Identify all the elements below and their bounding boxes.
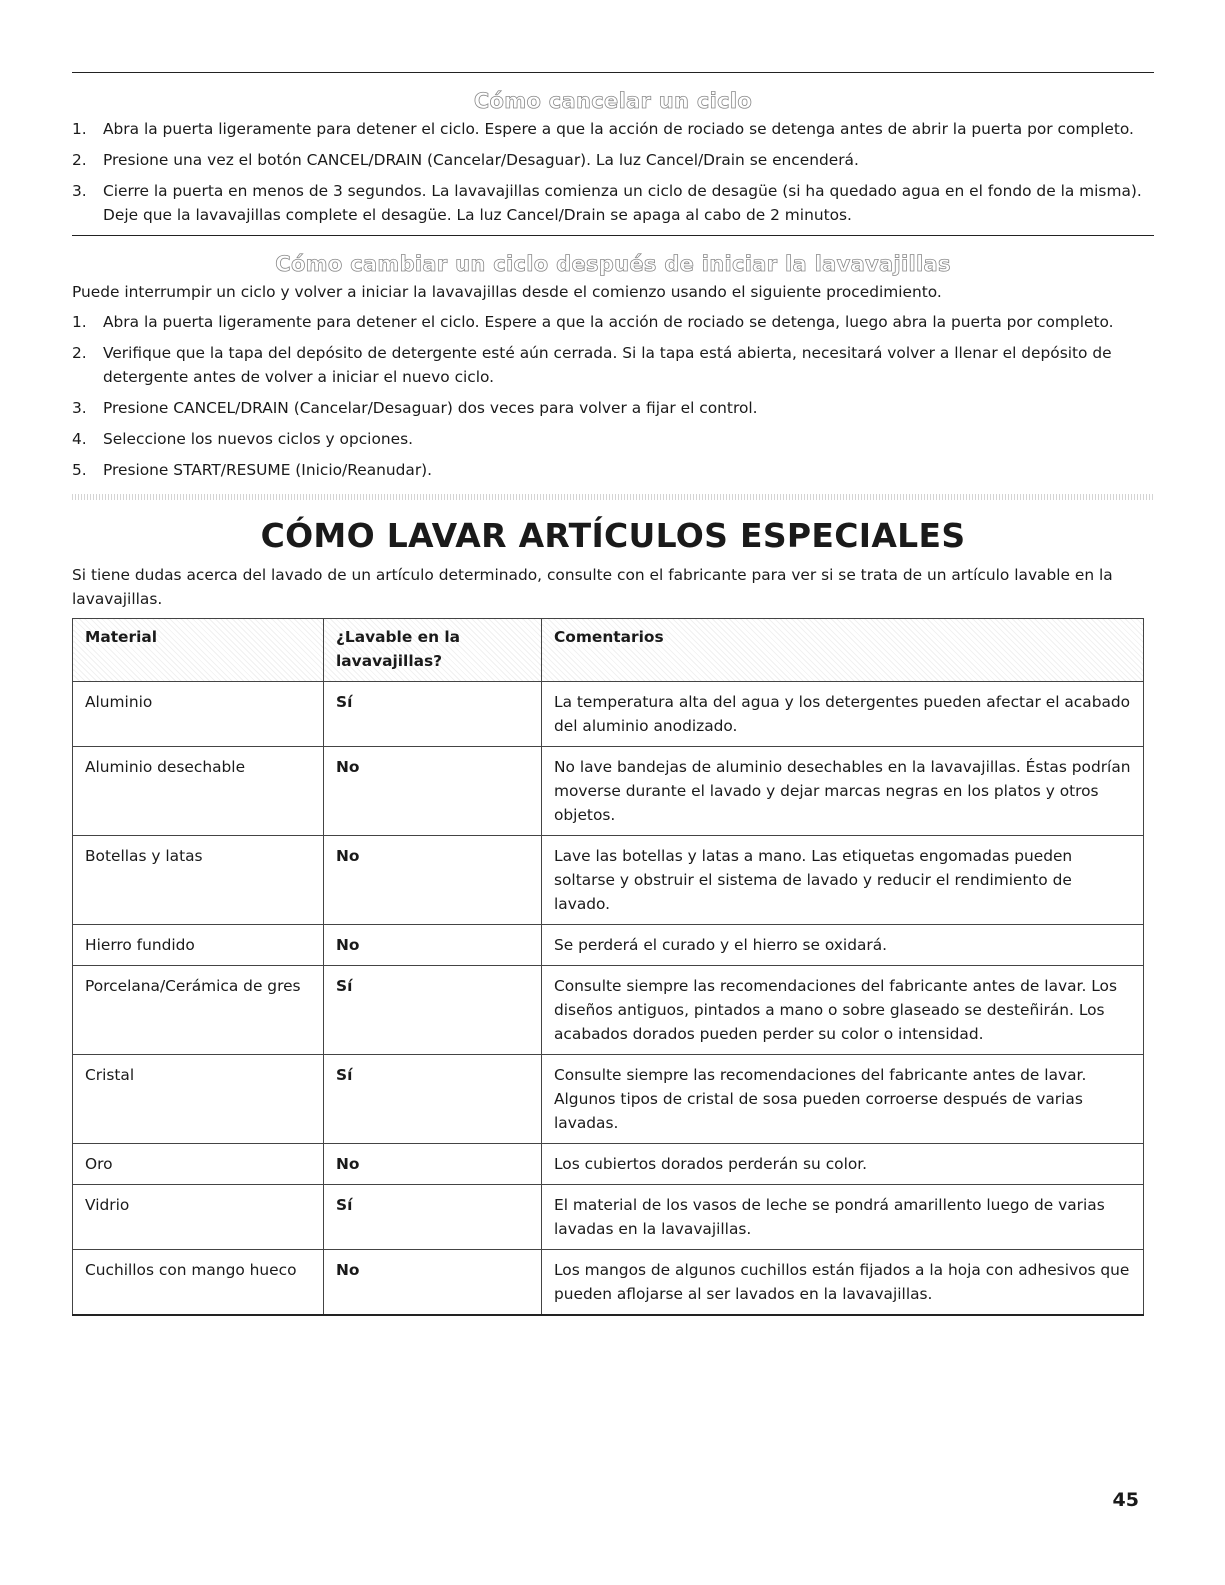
step-number: 4.	[72, 430, 87, 448]
list-item	[72, 148, 1154, 172]
table-row	[73, 1055, 1144, 1144]
cell-lavable: Sí	[324, 1185, 542, 1250]
change-section-title: Cómo cambiar un ciclo después de iniciar la lavavajillas	[275, 252, 951, 276]
table-row	[73, 1144, 1144, 1185]
top-divider	[72, 72, 1154, 73]
table-row	[73, 747, 1144, 836]
cell-comentarios: El material de los vasos de leche se pondrá amarillento luego de varias lavadas en la lavavajillas.	[542, 1185, 1144, 1250]
cell-comentarios: Consulte siempre las recomendaciones del fabricante antes de lavar. Los diseños antiguos, pintados a mano o sobre glaseado se desteñirán. Los acabados dorados pueden perder su color o intensidad.	[542, 966, 1144, 1055]
step-text: Seleccione los nuevos ciclos y opciones.	[103, 430, 414, 448]
step-text: Abra la puerta ligeramente para detener el ciclo. Espere a que la acción de rociado se detenga antes de abrir la puerta por completo.	[103, 120, 1134, 138]
table-row	[73, 966, 1144, 1055]
cell-comentarios: Se perderá el curado y el hierro se oxidará.	[542, 925, 1144, 966]
cell-material: Aluminio	[73, 682, 324, 747]
cell-material: Aluminio desechable	[73, 747, 324, 836]
table-row	[73, 836, 1144, 925]
cell-comentarios: Lave las botellas y latas a mano. Las etiquetas engomadas pueden soltarse y obstruir el sistema de lavado y reducir el rendimiento de lavado.	[542, 836, 1144, 925]
cell-lavable: No	[324, 1250, 542, 1316]
step-number: 1.	[72, 120, 87, 138]
cell-lavable: No	[324, 836, 542, 925]
list-item	[72, 117, 1154, 141]
header-material: Material	[73, 619, 324, 682]
cell-material: Vidrio	[73, 1185, 324, 1250]
list-item	[72, 396, 1154, 420]
cell-lavable: Sí	[324, 966, 542, 1055]
cell-material: Oro	[73, 1144, 324, 1185]
header-comentarios: Comentarios	[542, 619, 1144, 682]
cell-material: Porcelana/Cerámica de gres	[73, 966, 324, 1055]
special-items-intro: Si tiene dudas acerca del lavado de un artículo determinado, consulte con el fabricante para ver si se trata de un artículo lavable en la lavavajillas.	[72, 566, 1113, 608]
table-row	[73, 1250, 1144, 1316]
change-steps-list	[72, 310, 1154, 482]
special-items-title: CÓMO LAVAR ARTÍCULOS ESPECIALES	[260, 516, 966, 555]
table-row	[73, 1185, 1144, 1250]
special-items-table	[72, 618, 1144, 1316]
table-header-row	[73, 619, 1144, 682]
section-divider	[72, 235, 1154, 236]
step-text: Presione una vez el botón CANCEL/DRAIN (Cancelar/Desaguar). La luz Cancel/Drain se encenderá.	[103, 151, 859, 169]
cancel-steps-list	[72, 117, 1154, 227]
cancel-section-title: Cómo cancelar un ciclo	[473, 89, 753, 113]
cell-material: Cuchillos con mango hueco	[73, 1250, 324, 1316]
manual-page	[72, 0, 1154, 1316]
step-number: 2.	[72, 151, 87, 169]
cell-material: Botellas y latas	[73, 836, 324, 925]
step-number: 5.	[72, 461, 87, 479]
cell-lavable: Sí	[324, 682, 542, 747]
list-item	[72, 310, 1154, 334]
header-lavable: ¿Lavable en la lavavajillas?	[324, 619, 542, 682]
dotted-divider	[72, 494, 1154, 500]
change-section-intro: Puede interrumpir un ciclo y volver a iniciar la lavavajillas desde el comienzo usando el siguiente procedimiento.	[72, 283, 942, 301]
cell-lavable: No	[324, 747, 542, 836]
list-item	[72, 458, 1154, 482]
cell-comentarios: Consulte siempre las recomendaciones del fabricante antes de lavar. Algunos tipos de cristal de sosa pueden corroerse después de varias lavadas.	[542, 1055, 1144, 1144]
step-text: Presione CANCEL/DRAIN (Cancelar/Desaguar) dos veces para volver a fijar el control.	[103, 399, 758, 417]
cell-comentarios: Los mangos de algunos cuchillos están fijados a la hoja con adhesivos que pueden aflojarse al ser lavados en la lavavajillas.	[542, 1250, 1144, 1316]
list-item	[72, 341, 1154, 389]
cell-comentarios: Los cubiertos dorados perderán su color.	[542, 1144, 1144, 1185]
page-number: 45	[1112, 1489, 1139, 1511]
step-number: 1.	[72, 313, 87, 331]
cell-lavable: No	[324, 925, 542, 966]
step-number: 3.	[72, 399, 87, 417]
step-text: Presione START/RESUME (Inicio/Reanudar).	[103, 461, 433, 479]
table-row	[73, 682, 1144, 747]
step-text: Cierre la puerta en menos de 3 segundos. La lavavajillas comienza un ciclo de desagüe (si ha quedado agua en el fondo de la misma). Deje que la lavavajillas complete el desagüe. La luz Cancel/Drain se apaga al cabo de 2 minutos.	[103, 182, 1142, 224]
cell-lavable: Sí	[324, 1055, 542, 1144]
cell-comentarios: No lave bandejas de aluminio desechables en la lavavajillas. Éstas podrían moverse durante el lavado y dejar marcas negras en los platos y otros objetos.	[542, 747, 1144, 836]
step-text: Abra la puerta ligeramente para detener el ciclo. Espere a que la acción de rociado se detenga, luego abra la puerta por completo.	[103, 313, 1114, 331]
cell-material: Cristal	[73, 1055, 324, 1144]
table-row	[73, 925, 1144, 966]
step-number: 2.	[72, 344, 87, 362]
cell-lavable: No	[324, 1144, 542, 1185]
cell-material: Hierro fundido	[73, 925, 324, 966]
step-number: 3.	[72, 182, 87, 200]
list-item	[72, 427, 1154, 451]
cell-comentarios: La temperatura alta del agua y los detergentes pueden afectar el acabado del aluminio anodizado.	[542, 682, 1144, 747]
list-item	[72, 179, 1154, 227]
step-text: Verifique que la tapa del depósito de detergente esté aún cerrada. Si la tapa está abierta, necesitará volver a llenar el depósito de detergente antes de volver a iniciar el nuevo ciclo.	[103, 344, 1112, 386]
